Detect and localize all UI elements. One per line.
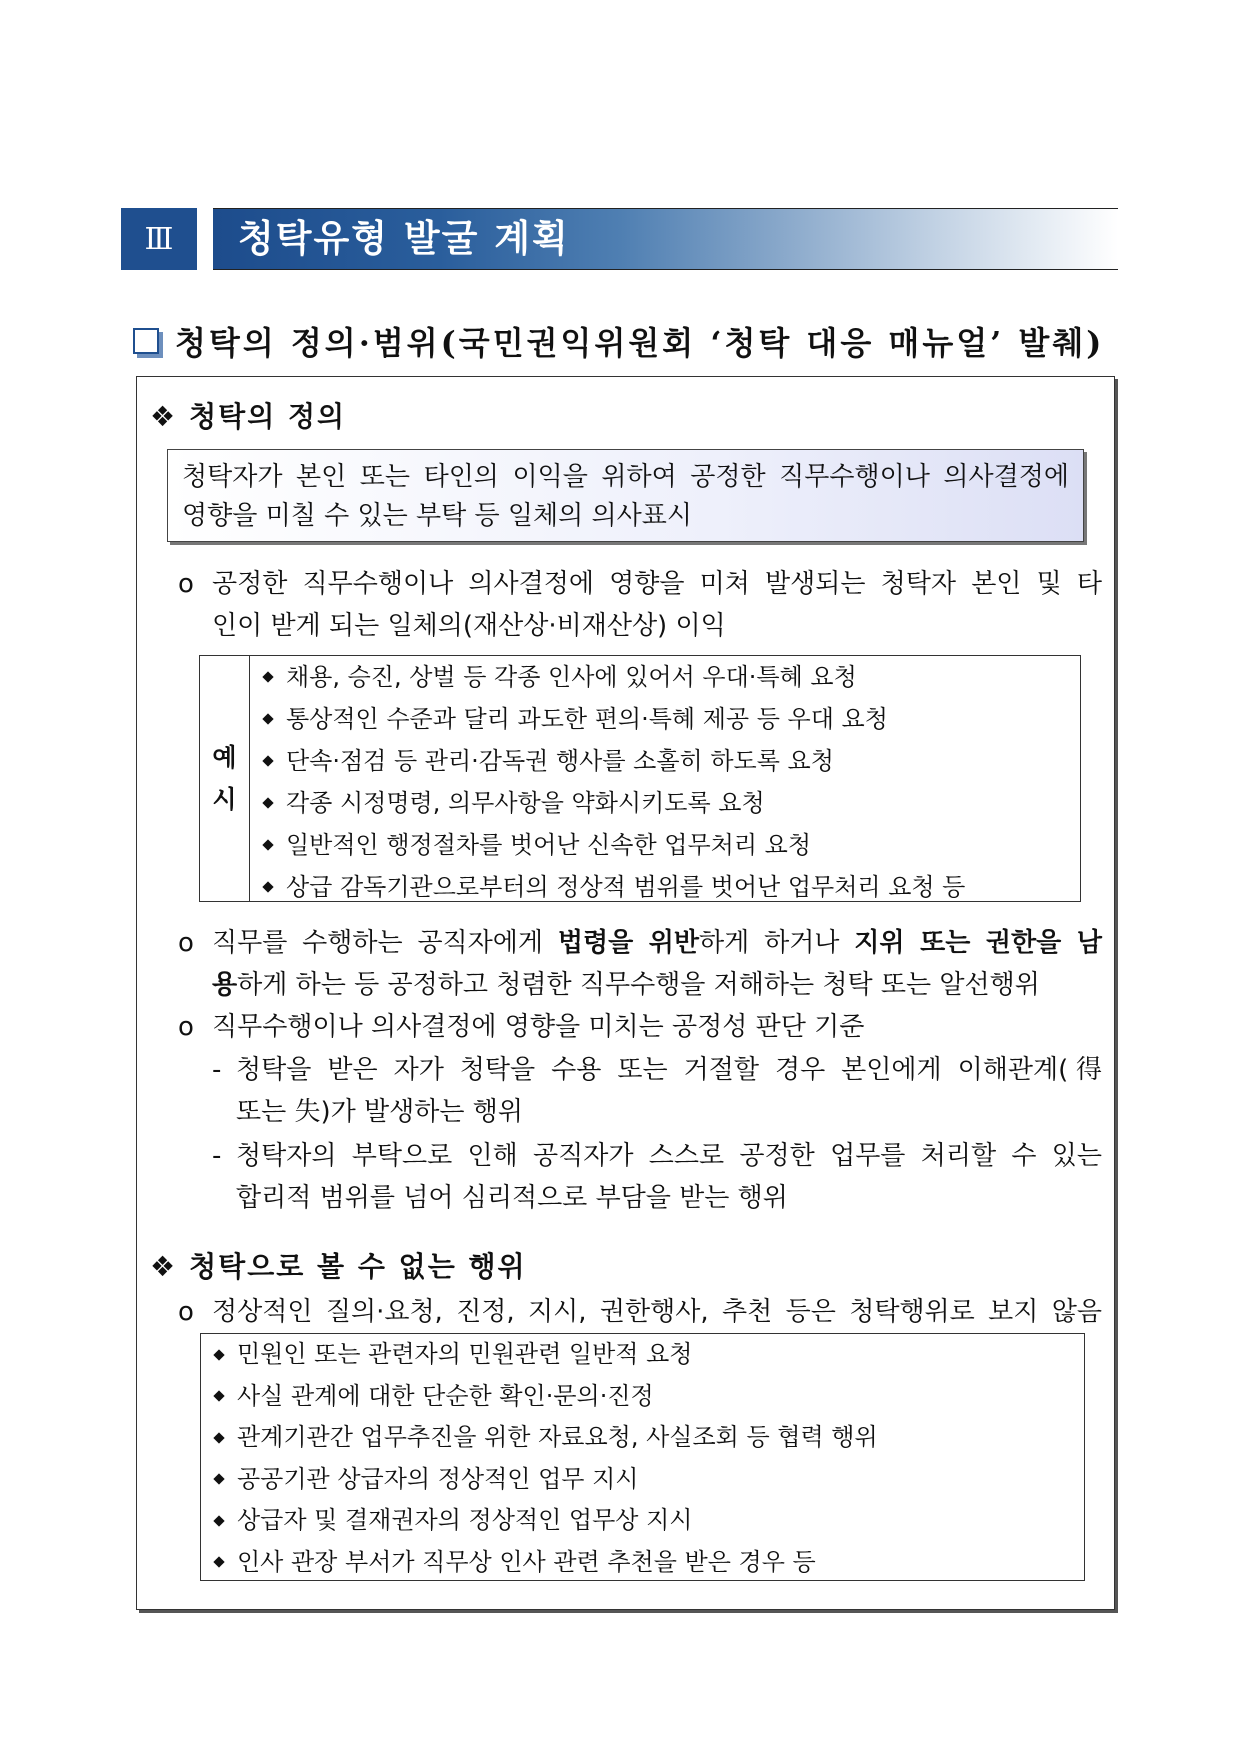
diamond-bullet-icon: ❖ [150,1250,178,1283]
definition-heading-text: 청탁의 정의 [189,400,347,433]
dash-pressure [212,1135,1102,1219]
definition-box [167,449,1084,542]
list-item-text: 공공기관 상급자의 정상적인 업무 지시 [237,1464,639,1493]
non-solicitation-heading-text: 청탁으로 볼 수 없는 행위 [189,1250,527,1283]
subheading [133,318,1104,364]
square-bullet-icon [133,328,159,354]
list-item-text: 일반적인 행정절차를 벗어난 신속한 업무처리 요청 [286,831,812,859]
diamond-icon [262,797,273,808]
bullet-abuse-line-2: 용하게 하는 등 공정하고 청렴한 직무수행을 저해하는 청탁 또는 알선행위 [212,970,1040,1000]
bullet-criteria [178,1006,1102,1048]
list-item [260,824,1080,866]
list-item [211,1500,1084,1542]
diamond-icon [213,1391,224,1402]
dash-interest-line-1: 청탁을 받은 자가 청탁을 수용 또는 거절할 경우 본인에게 이해관계(得 [236,1055,1102,1085]
diamond-icon [213,1432,224,1443]
bullet-normal-acts-text: 정상적인 질의·요청, 진정, 지시, 권한행사, 추천 등은 청탁행위로 보지 않음 [212,1297,1102,1327]
list-item [260,866,1080,908]
diamond-icon [213,1515,224,1526]
dash-pressure-line-1: 청탁자의 부탁으로 인해 공직자가 스스로 공정한 업무를 처리할 수 있는 [236,1141,1102,1171]
dash-mark: - [212,1055,222,1085]
diamond-icon [213,1349,224,1360]
non-solicitation-list [200,1333,1085,1581]
list-item-text: 통상적인 수준과 달리 과도한 편의·특혜 제공 등 우대 요청 [286,705,888,733]
examples-label [200,656,250,901]
list-item-text: 채용, 승진, 상벌 등 각종 인사에 있어서 우대·특혜 요청 [286,663,857,691]
dash-pressure-line-2: 합리적 범위를 넘어 심리적으로 부담을 받는 행위 [236,1183,788,1213]
bullet-benefit [178,563,1102,647]
examples-list [250,656,1080,901]
list-item-text: 상급자 및 결재권자의 정상적인 업무상 지시 [237,1506,693,1534]
list-item-text: 상급 감독기관으로부터의 정상적 범위를 벗어난 업무처리 요청 등 [286,873,966,901]
definition-line-1: 청탁자가 본인 또는 타인의 이익을 위하여 공정한 직무수행이나 의사결정에 [182,462,1069,492]
dash-interest [212,1049,1102,1133]
list-item-text: 인사 관장 부서가 직무상 인사 관련 추천을 받은 경우 등 [237,1547,816,1576]
bullet-benefit-line-1: 공정한 직무수행이나 의사결정에 영향을 미쳐 발생되는 청탁자 본인 및 타 [212,569,1102,599]
circle-bullet-icon: ο [178,928,194,958]
list-item [211,1334,1084,1376]
examples-label-1: 예 [212,742,237,772]
list-item [260,698,1080,740]
list-item [260,656,1080,698]
circle-bullet-icon: ο [178,1012,194,1042]
list-item [211,1417,1084,1459]
dash-mark: - [212,1141,222,1171]
non-solicitation-heading [150,1245,527,1285]
diamond-icon [262,671,273,682]
diamond-icon [213,1474,224,1485]
list-item-text: 사실 관계에 대한 단순한 확인·문의·진정 [237,1381,654,1410]
circle-bullet-icon: ο [178,569,194,599]
diamond-icon [262,713,273,724]
definition-heading [150,395,346,435]
diamond-bullet-icon: ❖ [150,400,178,433]
bullet-abuse-line-1: 직무를 수행하는 공직자에게 법령을 위반하게 하거나 지위 또는 권한을 남 [212,928,1102,958]
examples-table [199,655,1081,902]
list-item-text: 단속·점검 등 관리·감독권 행사를 소홀히 하도록 요청 [286,747,834,775]
list-item-text: 관계기관간 업무추진을 위한 자료요청, 사실조회 등 협력 행위 [237,1423,878,1451]
definition-line-2: 영향을 미칠 수 있는 부탁 등 일체의 의사표시 [182,501,692,531]
list-item [211,1542,1084,1584]
section-title: 청탁유형 발굴 계획 [238,217,570,260]
dash-interest-line-2: 또는 失)가 발생하는 행위 [236,1097,523,1127]
diamond-icon [262,755,273,766]
list-item [260,782,1080,824]
list-item-text: 민원인 또는 관련자의 민원관련 일반적 요청 [237,1340,693,1368]
bullet-benefit-line-2: 인이 받게 되는 일체의(재산상·비재산상) 이익 [212,611,726,641]
list-item [211,1459,1084,1501]
diamond-icon [262,881,273,892]
list-item [211,1376,1084,1418]
diamond-icon [213,1557,224,1568]
list-item-text: 각종 시정명령, 의무사항을 약화시키도록 요청 [286,789,765,817]
circle-bullet-icon: ο [178,1297,194,1327]
bullet-normal-acts [178,1291,1102,1333]
bullet-criteria-text: 직무수행이나 의사결정에 영향을 미치는 공정성 판단 기준 [212,1012,865,1042]
diamond-icon [262,839,273,850]
bullet-abuse [178,922,1102,1006]
subheading-text: 청탁의 정의·범위(국민권익위원회 ‘청탁 대응 매뉴얼’ 발췌) [175,324,1105,362]
section-number: Ⅲ [121,208,197,270]
list-item [260,740,1080,782]
examples-label-2: 시 [212,784,237,814]
